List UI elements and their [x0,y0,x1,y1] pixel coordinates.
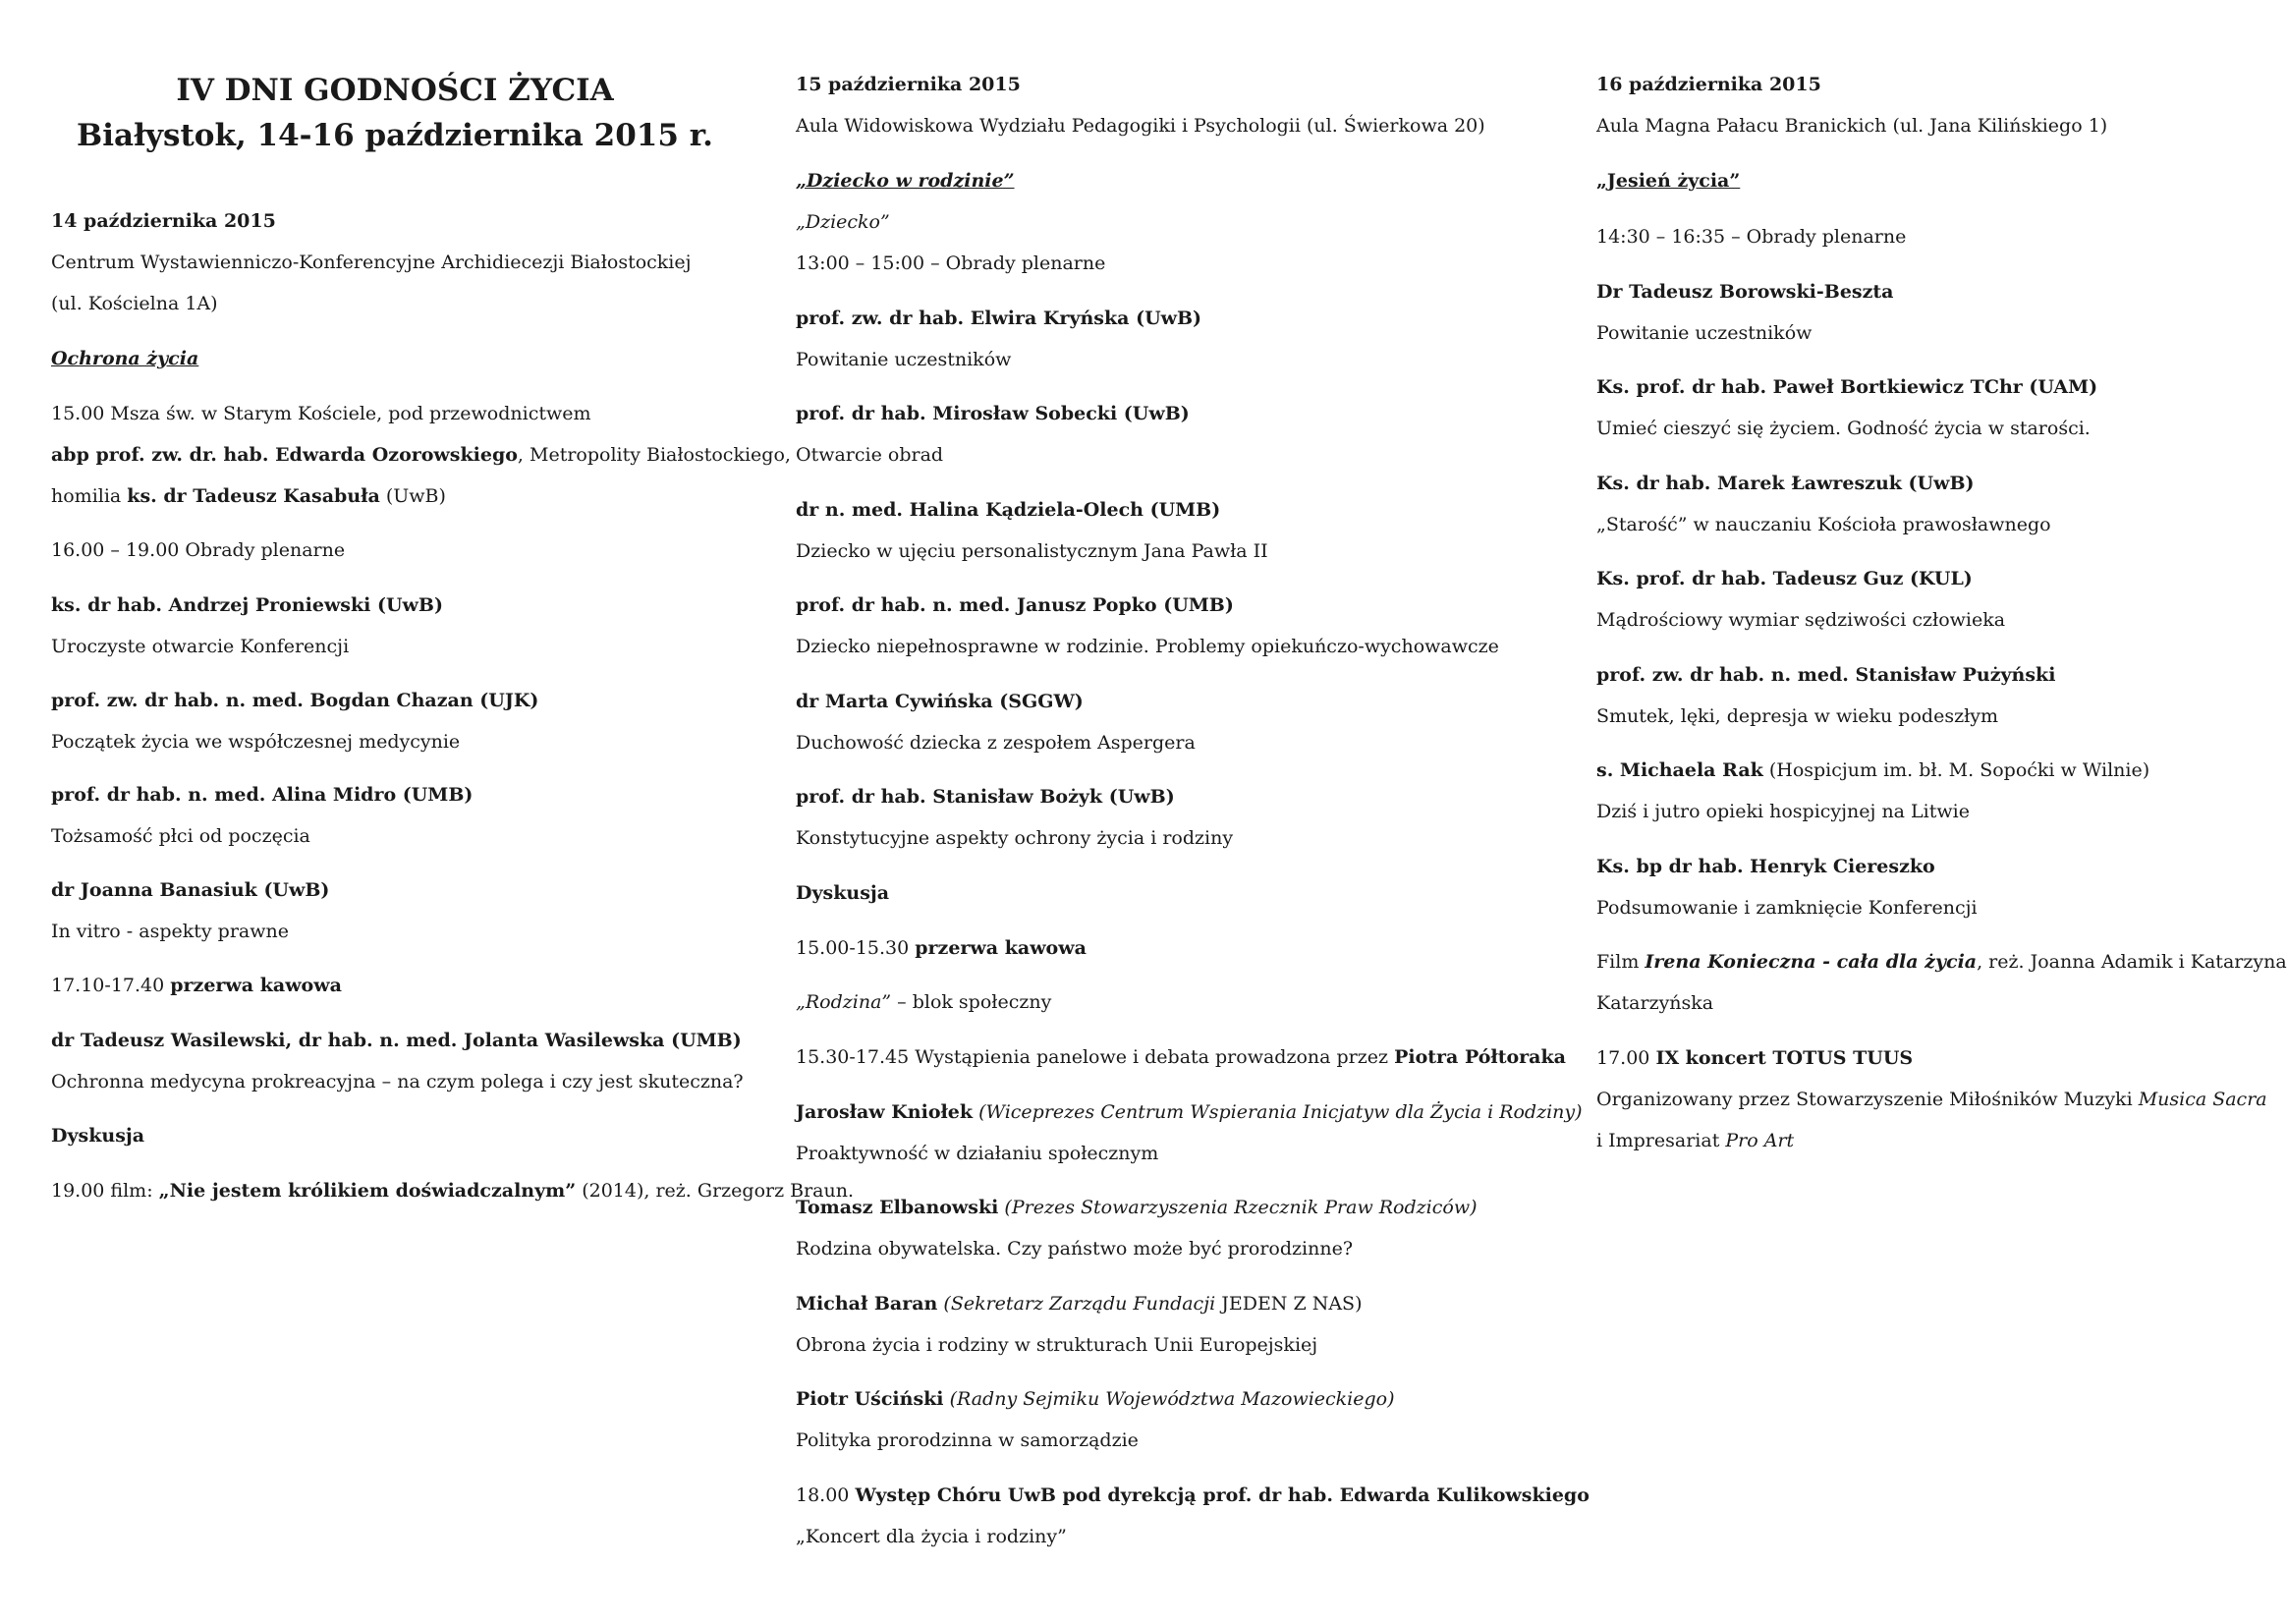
page-title: IV DNI GODNOŚCI ŻYCIA [176,73,614,108]
day2-panel: 15.30-17.45 Wystąpienia panelowe i debata prowadzona przez Piotra Półtoraka [796,1046,1566,1068]
day1-coffee-break: 17.10-17.40 przerwa kawowa [51,975,342,996]
talk-topic: Dziecko w ujęciu personalistycznym Jana Pawła II [796,540,1268,562]
panel-topic: Rodzina obywatelska. Czy państwo może być prorodzinne? [796,1238,1354,1260]
panel-speaker: Tomasz Elbanowski (Prezes Stowarzyszenia Rzecznik Praw Rodziców) [796,1197,1478,1218]
talk-topic: Powitanie uczestników [796,349,1012,370]
talk-topic: Podsumowanie i zamknięcie Konferencji [1596,897,1978,919]
talk-speaker: Ks. dr hab. Marek Ławreszuk (UwB) [1596,473,1975,494]
talk-topic: Ochronna medycyna prokreacyjna – na czym polega i czy jest skuteczna? [51,1071,744,1092]
day1-plenary: 16.00 – 19.00 Obrady plenarne [51,539,346,561]
day1-discussion: Dyskusja [51,1125,145,1147]
talk-topic: Dziś i jutro opieki hospicyjnej na Litwie [1596,801,1970,822]
talk-topic: Początek życia we współczesnej medycynie [51,731,461,753]
talk-speaker: prof. zw. dr hab. Elwira Kryńska (UwB) [796,308,1202,329]
page-subtitle: Białystok, 14-16 października 2015 r. [77,118,713,153]
talk-speaker: prof. zw. dr hab. n. med. Bogdan Chazan (UJK) [51,690,539,711]
talk-speaker: prof. dr hab. n. med. Alina Midro (UMB) [51,784,474,806]
talk-topic: Konstytucyjne aspekty ochrony życia i rodziny [796,827,1234,849]
day3-film: Film Irena Konieczna - cała dla życia, reż. Joanna Adamik i Katarzyna [1596,951,2287,973]
talk-speaker: Dr Tadeusz Borowski-Beszta [1596,281,1894,303]
talk-speaker: Ks. prof. dr hab. Tadeusz Guz (KUL) [1596,568,1973,589]
day1-mass-celebrant: abp prof. zw. dr. hab. Edwarda Ozorowskiego, Metropolity Białostockiego, [51,444,791,466]
talk-speaker: dr Tadeusz Wasilewski, dr hab. n. med. Jolanta Wasilewska (UMB) [51,1030,742,1051]
panel-speaker: Jarosław Kniołek (Wiceprezes Centrum Wspierania Inicjatyw dla Życia i Rodziny) [796,1101,1583,1123]
day3-concert: 17.00 IX koncert TOTUS TUUS [1596,1047,1914,1069]
talk-topic: „Starość” w nauczaniu Kościoła prawosławnego [1596,514,2051,535]
talk-speaker: Ks. prof. dr hab. Paweł Bortkiewicz TChr (UAM) [1596,376,2098,398]
day1-mass: 15.00 Msza św. w Starym Kościele, pod przewodnictwem [51,403,591,424]
talk-topic: Powitanie uczestników [1596,322,1813,344]
talk-speaker: prof. dr hab. Mirosław Sobecki (UwB) [796,403,1190,424]
talk-speaker: prof. dr hab. n. med. Janusz Popko (UMB) [796,594,1234,616]
talk-topic: Otwarcie obrad [796,444,944,466]
day2-subtheme: „Dziecko” [796,211,890,233]
day1-film: 19.00 film: „Nie jestem królikiem doświadczalnym” (2014), reż. Grzegorz Braun. [51,1180,855,1202]
talk-speaker: Ks. bp dr hab. Henryk Ciereszko [1596,856,1935,877]
day2-venue: Aula Widowiskowa Wydziału Pedagogiki i Psychologii (ul. Świerkowa 20) [796,115,1485,137]
day3-film-director: Katarzyńska [1596,992,1714,1014]
talk-speaker: ks. dr hab. Andrzej Proniewski (UwB) [51,594,443,616]
panel-speaker: Piotr Uściński (Radny Sejmiku Województwa Mazowieckiego) [796,1388,1395,1410]
panel-topic: Polityka prorodzinna w samorządzie [796,1429,1139,1451]
talk-speaker: prof. zw. dr hab. n. med. Stanisław Pużyński [1596,664,2056,686]
talk-topic: Dziecko niepełnosprawne w rodzinie. Problemy opiekuńczo-wychowawcze [796,636,1499,657]
day2-plenary: 13:00 – 15:00 – Obrady plenarne [796,252,1106,274]
day2-theme: „Dziecko w rodzinie” [796,170,1015,192]
talk-speaker: dr Marta Cywińska (SGGW) [796,691,1084,712]
day2-block: „Rodzina” – blok społeczny [796,991,1052,1013]
talk-topic: Umieć cieszyć się życiem. Godność życia w starości. [1596,418,2091,439]
day3-date: 16 października 2015 [1596,74,1821,95]
talk-topic: Mądrościowy wymiar sędziwości człowieka [1596,609,2006,631]
day2-date: 15 października 2015 [796,74,1021,95]
talk-topic: In vitro - aspekty prawne [51,921,289,942]
talk-speaker: dr n. med. Halina Kądziela-Olech (UMB) [796,499,1221,521]
day3-venue: Aula Magna Pałacu Branickich (ul. Jana Kilińskiego 1) [1596,115,2108,137]
panel-topic: Proaktywność w działaniu społecznym [796,1143,1159,1164]
day3-organizer: Organizowany przez Stowarzyszenie Miłośników Muzyki Musica Sacra [1596,1089,2267,1110]
day2-coffee-break: 15.00-15.30 przerwa kawowa [796,937,1087,959]
talk-topic: Uroczyste otwarcie Konferencji [51,636,350,657]
talk-speaker: s. Michaela Rak (Hospicjum im. bł. M. Sopoćki w Wilnie) [1596,759,2150,781]
day1-venue-address: (ul. Kościelna 1A) [51,293,218,314]
day3-theme: „Jesień życia” [1596,170,1741,192]
day2-choir: 18.00 Występ Chóru UwB pod dyrekcją prof. dr hab. Edwarda Kulikowskiego [796,1484,1590,1506]
day1-venue: Centrum Wystawienniczo-Konferencyjne Archidiecezji Białostockiej [51,252,692,273]
panel-topic: Obrona życia i rodziny w strukturach Unii Europejskiej [796,1334,1318,1356]
day2-discussion: Dyskusja [796,882,890,904]
talk-speaker: prof. dr hab. Stanisław Bożyk (UwB) [796,786,1175,808]
day3-plenary: 14:30 – 16:35 – Obrady plenarne [1596,226,1907,248]
day1-date: 14 października 2015 [51,210,276,232]
panel-speaker: Michał Baran (Sekretarz Zarządu Fundacji JEDEN Z NAS) [796,1293,1363,1315]
day3-impresariat: i Impresariat Pro Art [1596,1130,1795,1151]
talk-topic: Duchowość dziecka z zespołem Aspergera [796,732,1196,754]
day2-concert-title: „Koncert dla życia i rodziny” [796,1526,1067,1547]
talk-topic: Smutek, lęki, depresja w wieku podeszłym [1596,705,1998,727]
day1-homily: homilia ks. dr Tadeusz Kasabuła (UwB) [51,485,446,507]
day1-theme: Ochrona życia [51,348,199,369]
talk-topic: Tożsamość płci od poczęcia [51,825,310,847]
talk-speaker: dr Joanna Banasiuk (UwB) [51,879,330,901]
